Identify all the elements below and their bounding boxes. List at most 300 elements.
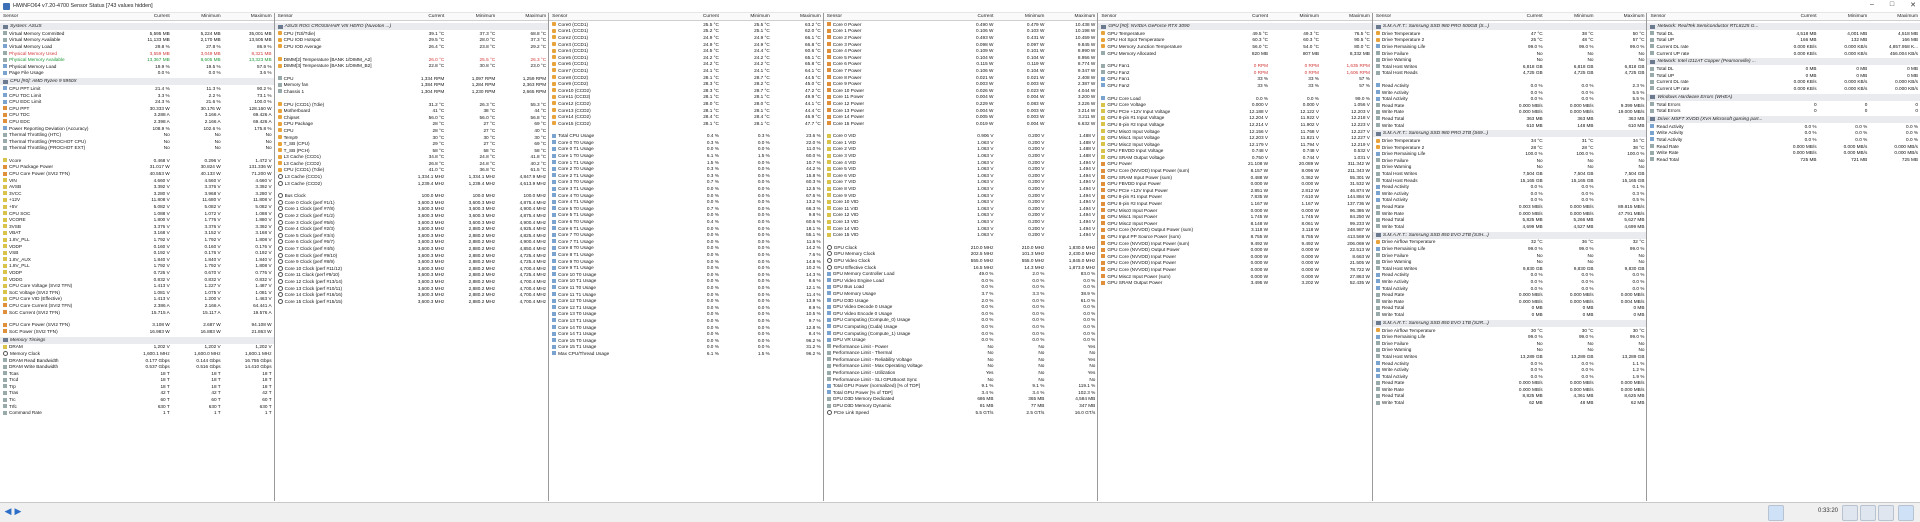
sensor-row[interactable] xyxy=(275,140,549,147)
sensor-row[interactable] xyxy=(824,172,1098,179)
col-sensor-header[interactable]: Sensor xyxy=(552,14,568,19)
sensor-row[interactable] xyxy=(1373,190,1647,197)
sensor-row[interactable] xyxy=(0,131,274,138)
sensor-row[interactable] xyxy=(1098,187,1372,194)
sensor-row[interactable] xyxy=(275,278,549,285)
col-maximum-header[interactable]: Maximum xyxy=(250,14,272,19)
sensor-row[interactable] xyxy=(275,199,549,206)
sensor-row[interactable] xyxy=(1373,164,1647,171)
sensor-row[interactable] xyxy=(1373,183,1647,190)
sensor-row[interactable] xyxy=(0,296,274,303)
sensor-row[interactable] xyxy=(549,225,823,232)
sensor-row[interactable] xyxy=(275,56,549,63)
sensor-row[interactable] xyxy=(275,298,549,305)
sensor-row[interactable] xyxy=(824,139,1098,146)
sensor-row[interactable] xyxy=(0,183,274,190)
sensor-row[interactable] xyxy=(824,133,1098,140)
sensor-row[interactable] xyxy=(824,113,1098,120)
sensor-row[interactable] xyxy=(549,291,823,298)
sensor-row[interactable] xyxy=(0,243,274,250)
sensor-row[interactable] xyxy=(824,67,1098,74)
sensor-row[interactable] xyxy=(1373,386,1647,393)
sensor-row[interactable] xyxy=(824,225,1098,232)
sensor-row[interactable] xyxy=(1098,174,1372,181)
sensor-row[interactable] xyxy=(1373,223,1647,230)
sensor-row[interactable] xyxy=(1647,143,1920,150)
sensor-row[interactable] xyxy=(824,409,1098,416)
sensor-row[interactable] xyxy=(1373,399,1647,406)
sensor-row[interactable] xyxy=(549,139,823,146)
sensor-row[interactable] xyxy=(1373,327,1647,334)
report-icon[interactable] xyxy=(1860,505,1876,521)
sensor-row[interactable] xyxy=(1373,311,1647,318)
sensor-row[interactable] xyxy=(824,152,1098,159)
sensor-row[interactable] xyxy=(549,152,823,159)
sensor-row[interactable] xyxy=(824,87,1098,94)
sensor-row[interactable] xyxy=(275,134,549,141)
sensor-row[interactable] xyxy=(275,43,549,50)
sensor-row[interactable] xyxy=(0,302,274,309)
column-header[interactable] xyxy=(1098,13,1372,21)
sensor-row[interactable] xyxy=(1647,43,1920,50)
sensor-row[interactable] xyxy=(0,210,274,217)
sensor-row[interactable] xyxy=(0,396,274,403)
sensor-row[interactable] xyxy=(0,236,274,243)
sensor-row[interactable] xyxy=(275,225,549,232)
sensor-row[interactable] xyxy=(0,309,274,316)
sensor-row[interactable] xyxy=(824,244,1098,251)
sensor-row[interactable] xyxy=(1098,95,1372,102)
sensor-row[interactable] xyxy=(824,94,1098,101)
sensor-row[interactable] xyxy=(275,265,549,272)
sensor-row[interactable] xyxy=(1373,265,1647,272)
sensor-row[interactable] xyxy=(1098,240,1372,247)
sensor-row[interactable] xyxy=(1373,347,1647,354)
sensor-row[interactable] xyxy=(275,291,549,298)
sensor-row[interactable] xyxy=(824,389,1098,396)
col-current-header[interactable]: Current xyxy=(1252,14,1269,19)
sensor-row[interactable] xyxy=(1098,227,1372,234)
sensor-row[interactable] xyxy=(1647,156,1920,163)
sensor-pane[interactable] xyxy=(275,13,550,501)
sensor-row[interactable] xyxy=(1098,233,1372,240)
sensor-row[interactable] xyxy=(824,284,1098,291)
sensor-row[interactable] xyxy=(0,216,274,223)
sensor-group[interactable] xyxy=(1647,58,1920,65)
sensor-row[interactable] xyxy=(1373,245,1647,252)
sensor-row[interactable] xyxy=(1373,82,1647,89)
sensor-row[interactable] xyxy=(824,192,1098,199)
sensor-row[interactable] xyxy=(0,377,274,384)
sensor-row[interactable] xyxy=(275,121,549,128)
sensor-row[interactable] xyxy=(275,180,549,187)
sensor-row[interactable] xyxy=(1647,85,1920,92)
sensor-row[interactable] xyxy=(824,363,1098,370)
sensor-row[interactable] xyxy=(1647,136,1920,143)
sensor-row[interactable] xyxy=(1098,207,1372,214)
sensor-row[interactable] xyxy=(824,80,1098,87)
sensor-row[interactable] xyxy=(824,317,1098,324)
sensor-row[interactable] xyxy=(549,74,823,81)
sensor-row[interactable] xyxy=(549,218,823,225)
sensor-row[interactable] xyxy=(1373,30,1647,37)
sensor-row[interactable] xyxy=(824,350,1098,357)
sensor-row[interactable] xyxy=(275,252,549,259)
sensor-row[interactable] xyxy=(0,112,274,119)
sensor-row[interactable] xyxy=(1373,197,1647,204)
col-maximum-header[interactable]: Maximum xyxy=(1623,14,1645,19)
sensor-row[interactable] xyxy=(824,185,1098,192)
sensor-row[interactable] xyxy=(824,100,1098,107)
sensor-row[interactable] xyxy=(1098,200,1372,207)
col-minimum-header[interactable]: Minimum xyxy=(1847,14,1868,19)
sensor-row[interactable] xyxy=(824,212,1098,219)
sensor-row[interactable] xyxy=(549,107,823,114)
sensor-row[interactable] xyxy=(824,251,1098,258)
sensor-row[interactable] xyxy=(1373,203,1647,210)
sensor-row[interactable] xyxy=(1098,180,1372,187)
col-current-header[interactable]: Current xyxy=(428,14,445,19)
sensor-row[interactable] xyxy=(0,383,274,390)
col-minimum-header[interactable]: Minimum xyxy=(201,14,221,19)
sensor-row[interactable] xyxy=(0,403,274,410)
col-sensor-header[interactable]: Sensor xyxy=(1375,14,1392,19)
sensor-group[interactable] xyxy=(1373,320,1647,327)
sensor-row[interactable] xyxy=(0,85,274,92)
sensor-row[interactable] xyxy=(549,238,823,245)
column-header[interactable] xyxy=(1647,13,1920,21)
sensor-row[interactable] xyxy=(1647,79,1920,86)
sensor-pane[interactable] xyxy=(1373,13,1648,501)
sensor-row[interactable] xyxy=(1373,353,1647,360)
sensor-row[interactable] xyxy=(0,70,274,77)
sensor-row[interactable] xyxy=(0,50,274,57)
sensor-row[interactable] xyxy=(0,282,274,289)
sensor-row[interactable] xyxy=(275,82,549,89)
sensor-row[interactable] xyxy=(275,245,549,252)
sensor-row[interactable] xyxy=(549,344,823,351)
sensor-row[interactable] xyxy=(1098,69,1372,76)
sensor-row[interactable] xyxy=(824,257,1098,264)
sensor-row[interactable] xyxy=(275,239,549,246)
sensor-row[interactable] xyxy=(549,278,823,285)
sensor-row[interactable] xyxy=(824,107,1098,114)
sensor-row[interactable] xyxy=(275,154,549,161)
sensor-group[interactable] xyxy=(1373,130,1647,137)
sensor-row[interactable] xyxy=(1373,333,1647,340)
col-sensor-header[interactable]: Sensor xyxy=(277,14,293,19)
sensor-row[interactable] xyxy=(549,284,823,291)
sensor-row[interactable] xyxy=(549,120,823,127)
sensor-row[interactable] xyxy=(0,157,274,164)
settings-icon[interactable] xyxy=(1878,505,1894,521)
sensor-row[interactable] xyxy=(824,369,1098,376)
sensor-row[interactable] xyxy=(0,256,274,263)
col-current-header[interactable]: Current xyxy=(1526,14,1543,19)
sensor-row[interactable] xyxy=(1373,285,1647,292)
sensor-row[interactable] xyxy=(275,88,549,95)
sensor-row[interactable] xyxy=(824,382,1098,389)
sensor-row[interactable] xyxy=(824,74,1098,81)
sensor-row[interactable] xyxy=(0,249,274,256)
sensor-row[interactable] xyxy=(824,34,1098,41)
sensor-row[interactable] xyxy=(1373,102,1647,109)
sensor-row[interactable] xyxy=(275,101,549,108)
sensor-row[interactable] xyxy=(824,376,1098,383)
col-maximum-header[interactable]: Maximum xyxy=(1897,14,1919,19)
sensor-row[interactable] xyxy=(0,357,274,364)
sensor-row[interactable] xyxy=(549,47,823,54)
sensor-row[interactable] xyxy=(275,258,549,265)
sensor-pane[interactable] xyxy=(824,13,1099,501)
sensor-row[interactable] xyxy=(0,92,274,99)
sensor-row[interactable] xyxy=(824,47,1098,54)
clock-icon[interactable] xyxy=(1842,505,1858,521)
sensor-row[interactable] xyxy=(549,251,823,258)
sensor-row[interactable] xyxy=(0,363,274,370)
sensor-pane[interactable] xyxy=(1098,13,1373,501)
sensor-row[interactable] xyxy=(824,396,1098,403)
sensor-row[interactable] xyxy=(1373,272,1647,279)
sensor-row[interactable] xyxy=(1373,137,1647,144)
sensor-row[interactable] xyxy=(1373,50,1647,57)
sensor-row[interactable] xyxy=(275,114,549,121)
sensor-row[interactable] xyxy=(549,192,823,199)
sensor-group[interactable] xyxy=(0,337,274,344)
sensor-row[interactable] xyxy=(1373,340,1647,347)
sensor-row[interactable] xyxy=(824,179,1098,186)
sensor-row[interactable] xyxy=(1373,393,1647,400)
sensor-row[interactable] xyxy=(1098,82,1372,89)
sensor-row[interactable] xyxy=(275,75,549,82)
sensor-row[interactable] xyxy=(1373,239,1647,246)
sensor-row[interactable] xyxy=(1098,76,1372,83)
sensor-row[interactable] xyxy=(1373,298,1647,305)
sensor-pane[interactable] xyxy=(0,13,275,501)
sensor-row[interactable] xyxy=(824,343,1098,350)
sensor-row[interactable] xyxy=(824,323,1098,330)
sensor-row[interactable] xyxy=(1647,123,1920,130)
sensor-row[interactable] xyxy=(549,245,823,252)
sensor-row[interactable] xyxy=(824,270,1098,277)
sensor-row[interactable] xyxy=(1373,144,1647,151)
sensor-row[interactable] xyxy=(0,321,274,328)
sensor-row[interactable] xyxy=(1373,252,1647,259)
sensor-row[interactable] xyxy=(275,219,549,226)
sensor-group[interactable] xyxy=(1647,94,1920,101)
sensor-row[interactable] xyxy=(549,231,823,238)
sensor-row[interactable] xyxy=(824,146,1098,153)
sensor-row[interactable] xyxy=(0,118,274,125)
sensor-row[interactable] xyxy=(275,167,549,174)
sensor-row[interactable] xyxy=(0,63,274,70)
sensor-row[interactable] xyxy=(1098,37,1372,44)
sensor-row[interactable] xyxy=(1647,72,1920,79)
sensor-row[interactable] xyxy=(824,54,1098,61)
sensor-row[interactable] xyxy=(824,28,1098,35)
sensor-row[interactable] xyxy=(824,61,1098,68)
sensor-row[interactable] xyxy=(824,159,1098,166)
sensor-row[interactable] xyxy=(1098,148,1372,155)
col-current-header[interactable]: Current xyxy=(977,14,994,19)
sensor-group[interactable] xyxy=(1373,23,1647,30)
sensor-row[interactable] xyxy=(1373,70,1647,77)
sensor-row[interactable] xyxy=(549,41,823,48)
sensor-row[interactable] xyxy=(275,37,549,44)
sensor-row[interactable] xyxy=(824,356,1098,363)
sensor-row[interactable] xyxy=(275,206,549,213)
sensor-row[interactable] xyxy=(275,212,549,219)
sensor-row[interactable] xyxy=(549,80,823,87)
minimize-icon[interactable]: – xyxy=(1869,1,1874,8)
maximize-icon[interactable]: □ xyxy=(1889,1,1895,8)
column-header[interactable] xyxy=(1373,13,1647,21)
col-minimum-header[interactable]: Minimum xyxy=(1024,14,1045,19)
sensor-row[interactable] xyxy=(1373,380,1647,387)
sensor-row[interactable] xyxy=(824,310,1098,317)
sensor-row[interactable] xyxy=(0,409,274,416)
network-icon[interactable] xyxy=(1768,505,1784,521)
sensor-row[interactable] xyxy=(1647,107,1920,114)
nav-right-icon[interactable]: ▶ xyxy=(14,506,22,516)
col-maximum-header[interactable]: Maximum xyxy=(525,14,547,19)
sensor-row[interactable] xyxy=(1373,63,1647,70)
sensor-row[interactable] xyxy=(0,43,274,50)
sensor-row[interactable] xyxy=(0,190,274,197)
sensor-pane[interactable] xyxy=(1647,13,1920,501)
sensor-row[interactable] xyxy=(1098,213,1372,220)
sensor-row[interactable] xyxy=(824,297,1098,304)
column-header[interactable] xyxy=(275,13,549,21)
sensor-row[interactable] xyxy=(549,54,823,61)
sensor-row[interactable] xyxy=(0,30,274,37)
sensor-row[interactable] xyxy=(549,21,823,28)
col-maximum-header[interactable]: Maximum xyxy=(1074,14,1096,19)
sensor-row[interactable] xyxy=(0,230,274,237)
close-sensors-icon[interactable] xyxy=(1898,505,1914,521)
sensor-row[interactable] xyxy=(0,105,274,112)
sensor-row[interactable] xyxy=(824,303,1098,310)
sensor-group[interactable] xyxy=(1098,23,1372,30)
sensor-row[interactable] xyxy=(549,264,823,271)
sensor-row[interactable] xyxy=(1373,151,1647,158)
sensor-row[interactable] xyxy=(549,324,823,331)
sensor-row[interactable] xyxy=(1098,30,1372,37)
sensor-row[interactable] xyxy=(549,28,823,35)
sensor-row[interactable] xyxy=(275,30,549,37)
sensor-row[interactable] xyxy=(0,269,274,276)
sensor-row[interactable] xyxy=(549,271,823,278)
sensor-row[interactable] xyxy=(1098,194,1372,201)
sensor-row[interactable] xyxy=(1098,128,1372,135)
sensor-row[interactable] xyxy=(0,197,274,204)
sensor-row[interactable] xyxy=(275,127,549,134)
sensor-row[interactable] xyxy=(549,330,823,337)
sensor-row[interactable] xyxy=(0,328,274,335)
col-maximum-header[interactable]: Maximum xyxy=(799,14,821,19)
col-current-header[interactable]: Current xyxy=(702,14,719,19)
sensor-row[interactable] xyxy=(0,170,274,177)
sensor-row[interactable] xyxy=(1098,167,1372,174)
sensor-row[interactable] xyxy=(1373,157,1647,164)
col-minimum-header[interactable]: Minimum xyxy=(1299,14,1319,19)
sensor-row[interactable] xyxy=(275,62,549,69)
sensor-row[interactable] xyxy=(1373,216,1647,223)
col-sensor-header[interactable]: Sensor xyxy=(1101,14,1117,19)
sensor-row[interactable] xyxy=(275,173,549,180)
sensor-row[interactable] xyxy=(549,94,823,101)
sensor-row[interactable] xyxy=(0,177,274,184)
sensor-row[interactable] xyxy=(1373,115,1647,122)
sensor-row[interactable] xyxy=(1373,366,1647,373)
sensor-row[interactable] xyxy=(549,179,823,186)
column-header[interactable] xyxy=(549,13,823,21)
sensor-group[interactable] xyxy=(275,23,549,30)
col-current-header[interactable]: Current xyxy=(1800,14,1817,19)
sensor-row[interactable] xyxy=(824,402,1098,409)
sensor-row[interactable] xyxy=(824,120,1098,127)
sensor-row[interactable] xyxy=(549,67,823,74)
sensor-row[interactable] xyxy=(275,272,549,279)
sensor-row[interactable] xyxy=(1373,210,1647,217)
sensor-row[interactable] xyxy=(1373,177,1647,184)
sensor-row[interactable] xyxy=(275,147,549,154)
col-sensor-header[interactable]: Sensor xyxy=(826,14,842,19)
sensor-row[interactable] xyxy=(1647,50,1920,57)
sensor-row[interactable] xyxy=(1373,43,1647,50)
sensor-row[interactable] xyxy=(1098,273,1372,280)
sensor-row[interactable] xyxy=(549,185,823,192)
sensor-row[interactable] xyxy=(0,390,274,397)
sensor-row[interactable] xyxy=(824,218,1098,225)
sensor-row[interactable] xyxy=(1647,65,1920,72)
sensor-row[interactable] xyxy=(0,138,274,145)
sensor-row[interactable] xyxy=(275,192,549,199)
close-icon[interactable]: ✕ xyxy=(1910,2,1916,9)
sensor-row[interactable] xyxy=(824,330,1098,337)
col-sensor-header[interactable]: Sensor xyxy=(1650,14,1666,19)
col-minimum-header[interactable]: Minimum xyxy=(475,14,496,19)
sensor-row[interactable] xyxy=(549,87,823,94)
sensor-row[interactable] xyxy=(0,350,274,357)
sensor-row[interactable] xyxy=(824,21,1098,28)
sensor-row[interactable] xyxy=(0,37,274,44)
sensor-row[interactable] xyxy=(549,34,823,41)
sensor-row[interactable] xyxy=(1373,373,1647,380)
sensor-row[interactable] xyxy=(549,258,823,265)
sensor-row[interactable] xyxy=(1098,266,1372,273)
col-minimum-header[interactable]: Minimum xyxy=(1574,14,1594,19)
sensor-row[interactable] xyxy=(0,98,274,105)
sensor-row[interactable] xyxy=(549,297,823,304)
sensor-row[interactable] xyxy=(275,107,549,114)
sensor-row[interactable] xyxy=(549,350,823,357)
sensor-row[interactable] xyxy=(1647,30,1920,37)
sensor-row[interactable] xyxy=(0,276,274,283)
sensor-row[interactable] xyxy=(549,311,823,318)
column-header[interactable] xyxy=(824,13,1098,21)
sensor-row[interactable] xyxy=(0,125,274,132)
sensor-row[interactable] xyxy=(824,336,1098,343)
sensor-row[interactable] xyxy=(1098,50,1372,57)
sensor-row[interactable] xyxy=(549,205,823,212)
sensor-group[interactable] xyxy=(1373,232,1647,239)
sensor-row[interactable] xyxy=(549,113,823,120)
sensor-row[interactable] xyxy=(1098,246,1372,253)
sensor-row[interactable] xyxy=(549,133,823,140)
sensor-row[interactable] xyxy=(1647,101,1920,108)
sensor-row[interactable] xyxy=(549,212,823,219)
